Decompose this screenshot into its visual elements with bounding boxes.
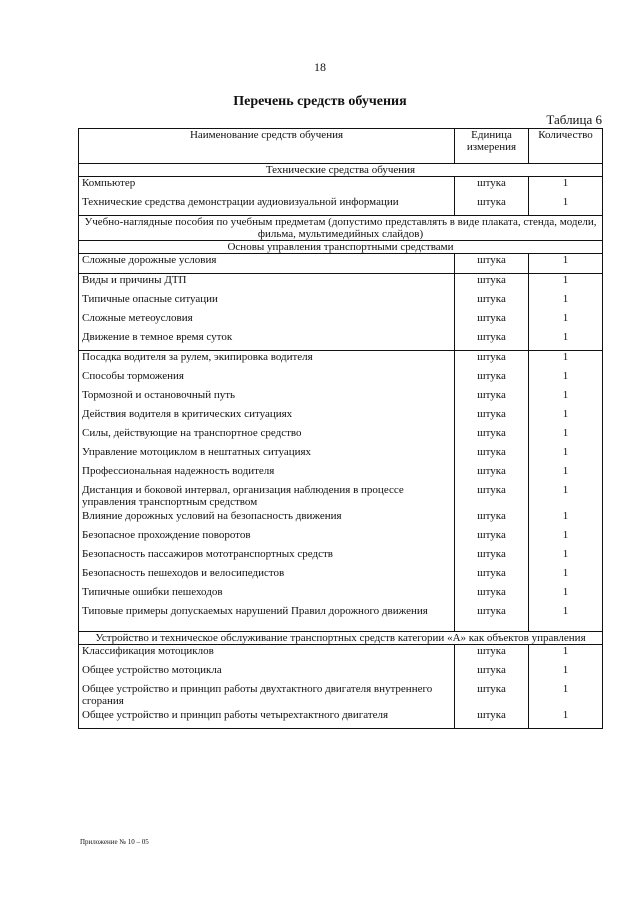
item-unit: штука [455, 196, 529, 216]
item-name: Типичные ошибки пешеходов [79, 586, 455, 605]
item-unit: штука [455, 465, 529, 484]
item-quantity: 1 [529, 605, 603, 632]
item-unit: штука [455, 605, 529, 632]
item-quantity: 1 [529, 683, 603, 709]
item-quantity: 1 [529, 465, 603, 484]
header-name: Наименование средств обучения [79, 129, 455, 164]
table-row [79, 408, 603, 427]
item-name: Общее устройство и принцип работы четырехтактного двигателя [79, 709, 455, 729]
table-row [79, 465, 603, 484]
item-name: Посадка водителя за рулем, экипировка водителя [79, 351, 455, 371]
item-name: Классификация мотоциклов [79, 645, 455, 665]
document-title: Перечень средств обучения [233, 94, 407, 109]
item-quantity: 1 [529, 548, 603, 567]
item-quantity: 1 [529, 529, 603, 548]
item-name: Управление мотоциклом в нештатных ситуациях [79, 446, 455, 465]
table-row [79, 645, 603, 665]
item-quantity: 1 [529, 389, 603, 408]
section-header-row [79, 164, 603, 177]
item-unit: штука [455, 389, 529, 408]
table-header-row [79, 129, 603, 164]
item-unit: штука [455, 510, 529, 529]
item-unit: штука [455, 446, 529, 465]
table-row [79, 177, 603, 197]
table-row [79, 351, 603, 371]
section-header-row [79, 216, 603, 241]
item-quantity: 1 [529, 446, 603, 465]
item-unit: штука [455, 274, 529, 294]
item-name: Профессиональная надежность водителя [79, 465, 455, 484]
table-row [79, 293, 603, 312]
item-quantity: 1 [529, 567, 603, 586]
item-name: Безопасность пассажиров мототранспортных средств [79, 548, 455, 567]
table-row [79, 274, 603, 294]
item-name: Движение в темное время суток [79, 331, 455, 351]
item-unit: штука [455, 427, 529, 446]
item-unit: штука [455, 293, 529, 312]
item-quantity: 1 [529, 427, 603, 446]
table-row [79, 254, 603, 274]
item-name: Компьютер [79, 177, 455, 197]
item-unit: штука [455, 548, 529, 567]
item-quantity: 1 [529, 254, 603, 274]
footer-note: Приложение № 10 – 05 [80, 838, 149, 846]
item-name: Сложные метеоусловия [79, 312, 455, 331]
item-unit: штука [455, 331, 529, 351]
table-row [79, 548, 603, 567]
training-aids-table [78, 128, 603, 729]
table-row [79, 446, 603, 465]
item-unit: штука [455, 351, 529, 371]
item-unit: штука [455, 254, 529, 274]
table-row [79, 389, 603, 408]
item-unit: штука [455, 709, 529, 729]
item-unit: штука [455, 664, 529, 683]
table-row [79, 683, 603, 709]
page-number: 18 [314, 60, 326, 74]
item-unit: штука [455, 408, 529, 427]
table-row [79, 427, 603, 446]
item-name: Безопасное прохождение поворотов [79, 529, 455, 548]
item-name: Влияние дорожных условий на безопасность движения [79, 510, 455, 529]
table-row [79, 331, 603, 351]
table-row [79, 664, 603, 683]
section-title: Основы управления транспортными средствами [79, 241, 603, 254]
header-unit: Единица измерения [455, 129, 529, 164]
item-unit: штука [455, 484, 529, 510]
item-name: Типичные опасные ситуации [79, 293, 455, 312]
item-name: Технические средства демонстрации аудиовизуальной информации [79, 196, 455, 216]
item-unit: штука [455, 683, 529, 709]
table-row [79, 312, 603, 331]
item-name: Способы торможения [79, 370, 455, 389]
header-qty: Количество [529, 129, 603, 164]
item-name: Безопасность пешеходов и велосипедистов [79, 567, 455, 586]
item-quantity: 1 [529, 177, 603, 197]
table-row [79, 196, 603, 216]
item-quantity: 1 [529, 645, 603, 665]
item-unit: штука [455, 567, 529, 586]
item-name: Общее устройство мотоцикла [79, 664, 455, 683]
item-unit: штука [455, 529, 529, 548]
item-quantity: 1 [529, 586, 603, 605]
table-row [79, 567, 603, 586]
section-title: Устройство и техническое обслуживание транспортных средств категории «А» как объектов управления [79, 632, 603, 645]
item-quantity: 1 [529, 484, 603, 510]
item-quantity: 1 [529, 274, 603, 294]
item-unit: штука [455, 645, 529, 665]
section-title: Учебно-наглядные пособия по учебным предметам (допустимо представлять в виде плаката, стенда, модели, фильма, мультимедийных слайдов) [79, 216, 603, 241]
item-unit: штука [455, 370, 529, 389]
table-row [79, 370, 603, 389]
item-name: Типовые примеры допускаемых нарушений Правил дорожного движения [79, 605, 455, 632]
section-title: Технические средства обучения [79, 164, 603, 177]
item-name: Виды и причины ДТП [79, 274, 455, 294]
table-caption: Таблица 6 [546, 112, 602, 127]
item-quantity: 1 [529, 408, 603, 427]
item-quantity: 1 [529, 664, 603, 683]
table-row [79, 510, 603, 529]
item-name: Силы, действующие на транспортное средство [79, 427, 455, 446]
item-name: Тормозной и остановочный путь [79, 389, 455, 408]
item-unit: штука [455, 586, 529, 605]
item-quantity: 1 [529, 312, 603, 331]
item-name: Действия водителя в критических ситуациях [79, 408, 455, 427]
item-quantity: 1 [529, 370, 603, 389]
item-quantity: 1 [529, 351, 603, 371]
section-header-row [79, 632, 603, 645]
item-quantity: 1 [529, 331, 603, 351]
item-name: Сложные дорожные условия [79, 254, 455, 274]
table-row [79, 484, 603, 510]
item-name: Дистанция и боковой интервал, организация наблюдения в процессе управления транспортным средством [79, 484, 455, 510]
item-quantity: 1 [529, 510, 603, 529]
section-header-row [79, 241, 603, 254]
table-row [79, 529, 603, 548]
item-unit: штука [455, 177, 529, 197]
item-quantity: 1 [529, 709, 603, 729]
item-quantity: 1 [529, 293, 603, 312]
item-quantity: 1 [529, 196, 603, 216]
table-row [79, 605, 603, 632]
table-row [79, 586, 603, 605]
table-row [79, 709, 603, 729]
item-unit: штука [455, 312, 529, 331]
item-name: Общее устройство и принцип работы двухтактного двигателя внутреннего сгорания [79, 683, 455, 709]
